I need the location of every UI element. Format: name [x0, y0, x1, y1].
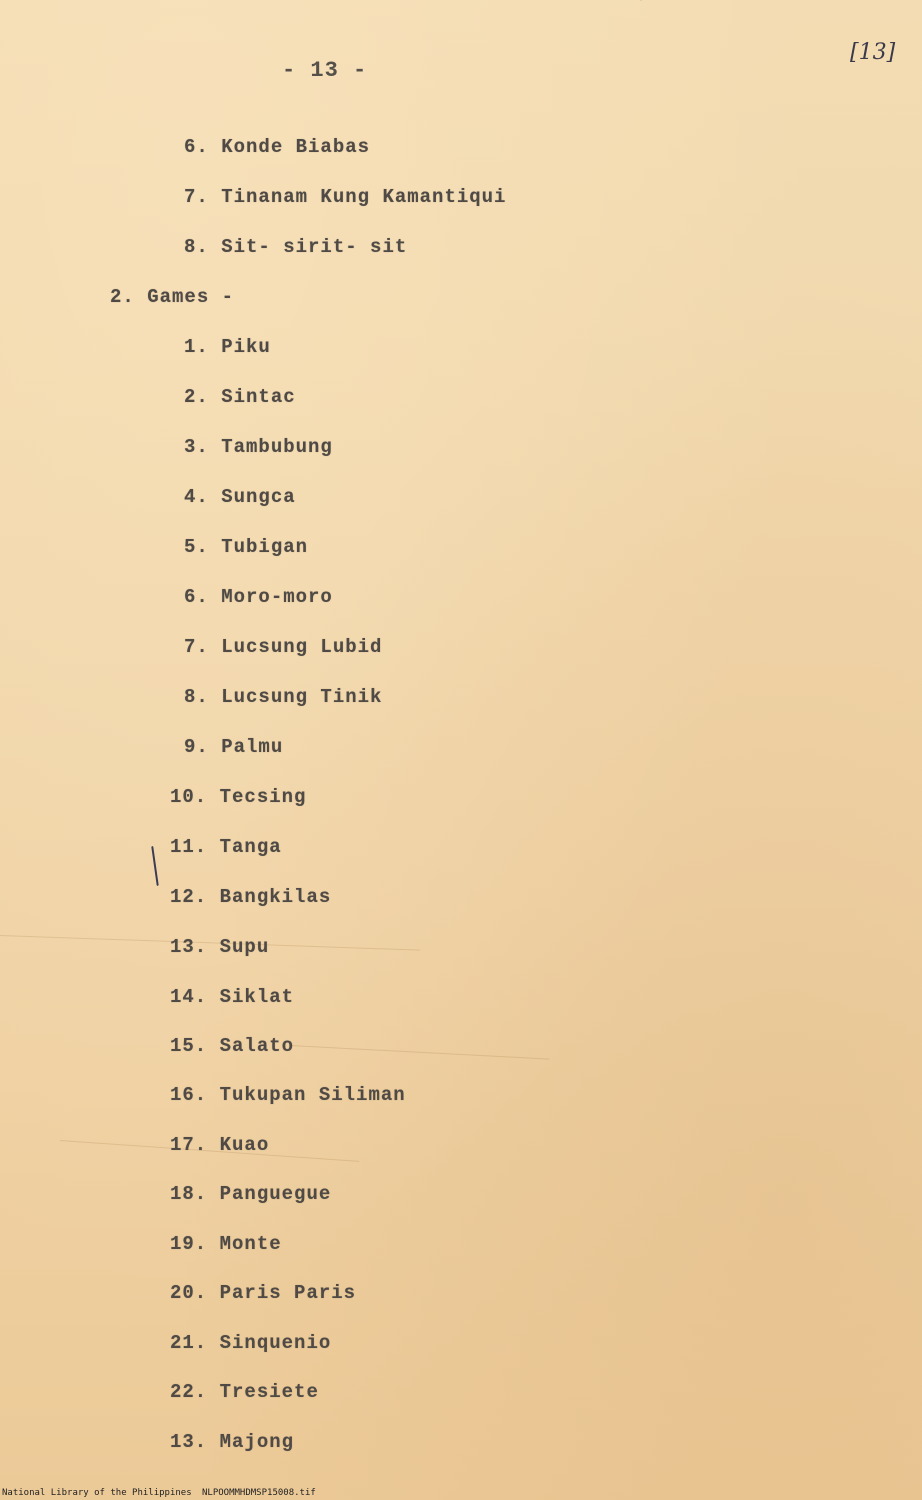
list-item: 13. Majong — [170, 1431, 295, 1453]
list-item: 2. Sintac — [184, 386, 296, 408]
list-item: 9. Palmu — [184, 736, 284, 758]
list-item: 17. Kuao — [170, 1134, 270, 1156]
footer-library: National Library of the Philippines — [2, 1488, 192, 1498]
pen-mark — [151, 846, 159, 886]
list-item: 13. Supu — [170, 936, 270, 958]
list-item: 8. Lucsung Tinik — [184, 686, 383, 708]
list-item: 10. Tecsing — [170, 786, 307, 808]
list-item: 20. Paris Paris — [170, 1282, 357, 1304]
scan-footer — [0, 1486, 922, 1500]
paper-crease — [290, 1045, 550, 1060]
list-item: 21. Sinquenio — [170, 1332, 332, 1354]
list-item: 22. Tresiete — [170, 1381, 319, 1403]
list-item: 7. Lucsung Lubid — [184, 636, 383, 658]
list-item: 3. Tambubung — [184, 436, 333, 458]
list-item: 16. Tukupan Siliman — [170, 1084, 406, 1106]
list-item: 12. Bangkilas — [170, 886, 332, 908]
list-item: 7. Tinanam Kung Kamantiqui — [184, 186, 507, 208]
list-item: 15. Salato — [170, 1035, 295, 1057]
list-item: 5. Tubigan — [184, 536, 309, 558]
list-item: 8. Sit- sirit- sit — [184, 236, 408, 258]
section-heading-games: 2. Games - — [110, 286, 235, 308]
list-item: 19. Monte — [170, 1233, 282, 1255]
list-item: 11. Tanga — [170, 836, 282, 858]
list-item: 18. Panguegue — [170, 1183, 332, 1205]
page-number: - 13 - — [282, 58, 368, 83]
list-item: 4. Sungca — [184, 486, 296, 508]
list-item: 1. Piku — [184, 336, 271, 358]
list-item: 6. Moro-moro — [184, 586, 333, 608]
list-item: 6. Konde Biabas — [184, 136, 371, 158]
footer-filename: NLPOOMMHDMSP15008.tif — [202, 1488, 316, 1498]
paper-crease — [640, 0, 697, 1]
list-item: 14. Siklat — [170, 986, 295, 1008]
handwritten-page-number: [13] — [850, 40, 896, 65]
